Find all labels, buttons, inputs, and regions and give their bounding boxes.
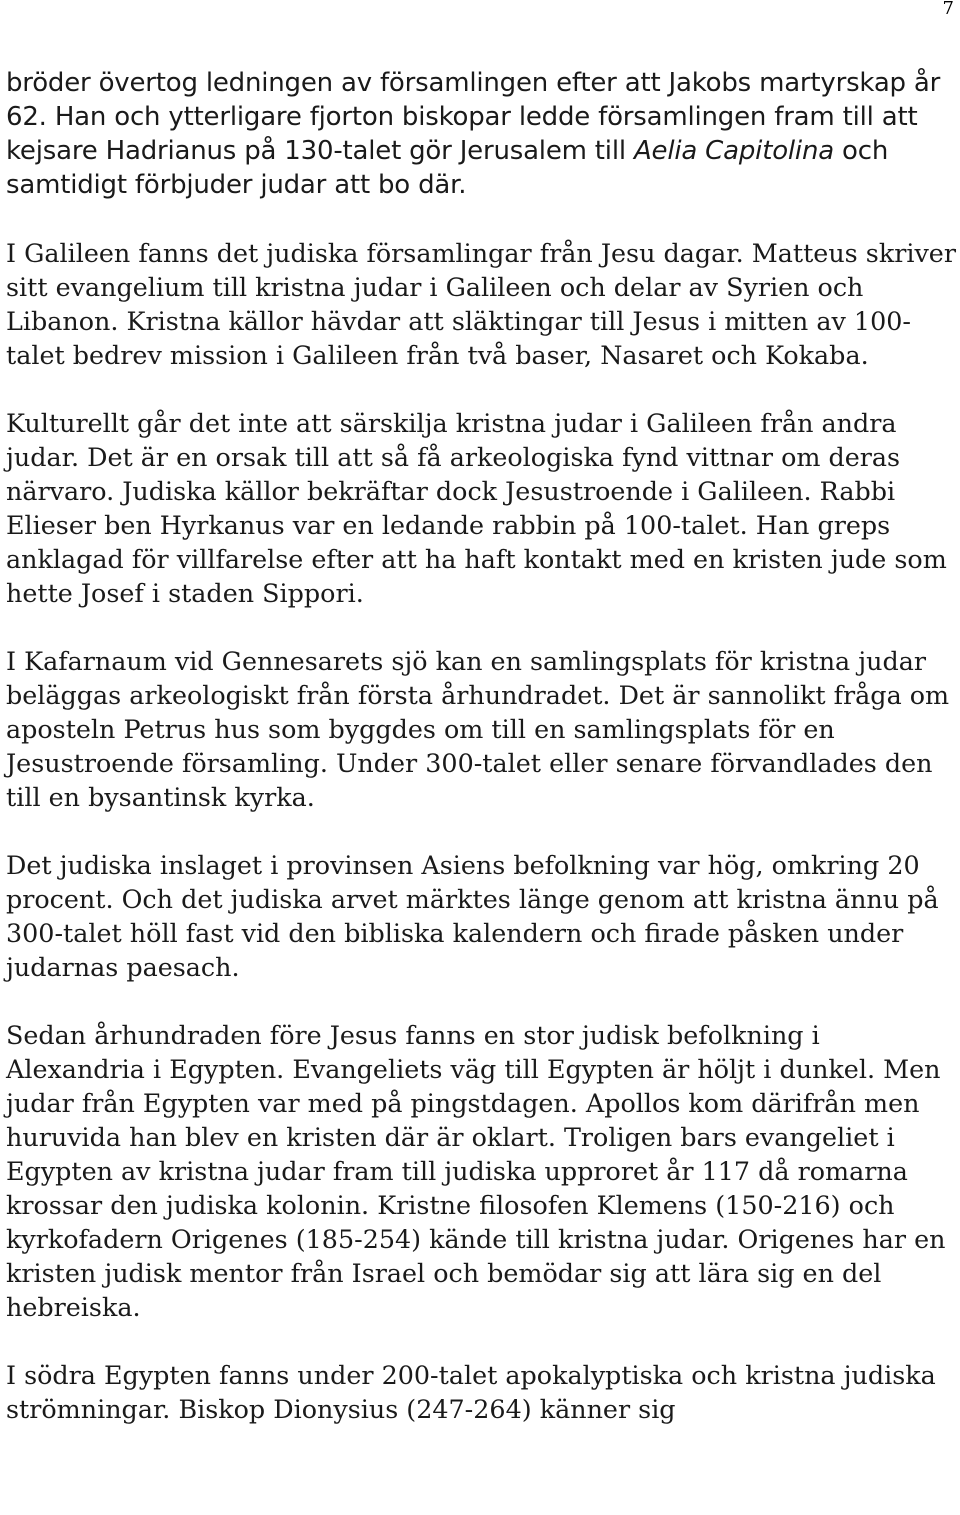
paragraph-1-text-end: och samtidigt förbjuder judar att bo där. [6,136,889,200]
page-number: 7 [942,0,954,19]
paragraph-7: I södra Egypten fanns under 200-talet apokalyptiska och kristna judiska strömningar. Biskop Dionysius (247-264) känner sig [6,1360,936,1424]
italic-term: Aelia Capitolina [633,136,834,166]
paragraph-6: Sedan århundraden före Jesus fanns en stor judisk befolkning i Alexandria i Egypten. Evangeliets väg till Egypten är höljt i dunkel. Men judar från Egypten var med på pingstdagen. Apollos kom därifrån men huruvida han blev en kristen där är oklart. Troligen bars evangeliet i Egypten av kristna judar fram till judiska upproret år 117 då romarna krossar den judiska kolonin. Kristne filosofen Klemens (150-216) och kyrkofadern Origenes (185-254) kände till kristna judar. Origenes har en kristen judisk mentor från Israel och bemödar sig att lära sig en del hebreiska. [6,1020,946,1322]
paragraph-4: I Kafarnaum vid Gennesarets sjö kan en samlingsplats för kristna judar beläggas arkeologiskt från första århundradet. Det är sannolikt fråga om aposteln Petrus hus som byggdes om till en samlingsplats för en Jesustroende församling. Under 300-talet eller senare förvandlades den till en bysantinsk kyrka. [6,646,950,812]
paragraph-1-text-start: bröder övertog ledningen av församlingen efter att Jakobs martyrskap år 62. Han och ytterligare fjorton biskopar ledde församlingen fram till att kejsare Hadrianus på 130-talet gör Jerusalem till [6,68,941,166]
paragraph-5: Det judiska inslaget i provinsen Asiens befolkning var hög, omkring 20 procent. Och det judiska arvet märktes länge genom att kristna ännu på 300-talet höll fast vid den bibliska kalendern och firade påsken under judarnas paesach. [6,850,939,982]
paragraph-3: Kulturellt går det inte att särskilja kristna judar i Galileen från andra judar. Det är en orsak till att så få arkeologiska fynd vittnar om deras närvaro. Judiska källor bekräftar dock Jesustroende i Galileen. Rabbi Elieser ben Hyrkanus var en ledande rabbin på 100-talet. Han greps anklagad för villfarelse efter att ha haft kontakt med en kristen jude som hette Josef i staden Sippori. [6,408,947,608]
paragraph-2: I Galileen fanns det judiska församlingar från Jesu dagar. Matteus skriver sitt evangelium till kristna judar i Galileen och delar av Syrien och Libanon. Kristna källor hävdar att släktingar till Jesus i mitten av 100-talet bedrev mission i Galileen från två baser, Nasaret och Kokaba. [6,238,956,370]
paragraph-1 [6,66,958,202]
document-body [6,66,958,1426]
